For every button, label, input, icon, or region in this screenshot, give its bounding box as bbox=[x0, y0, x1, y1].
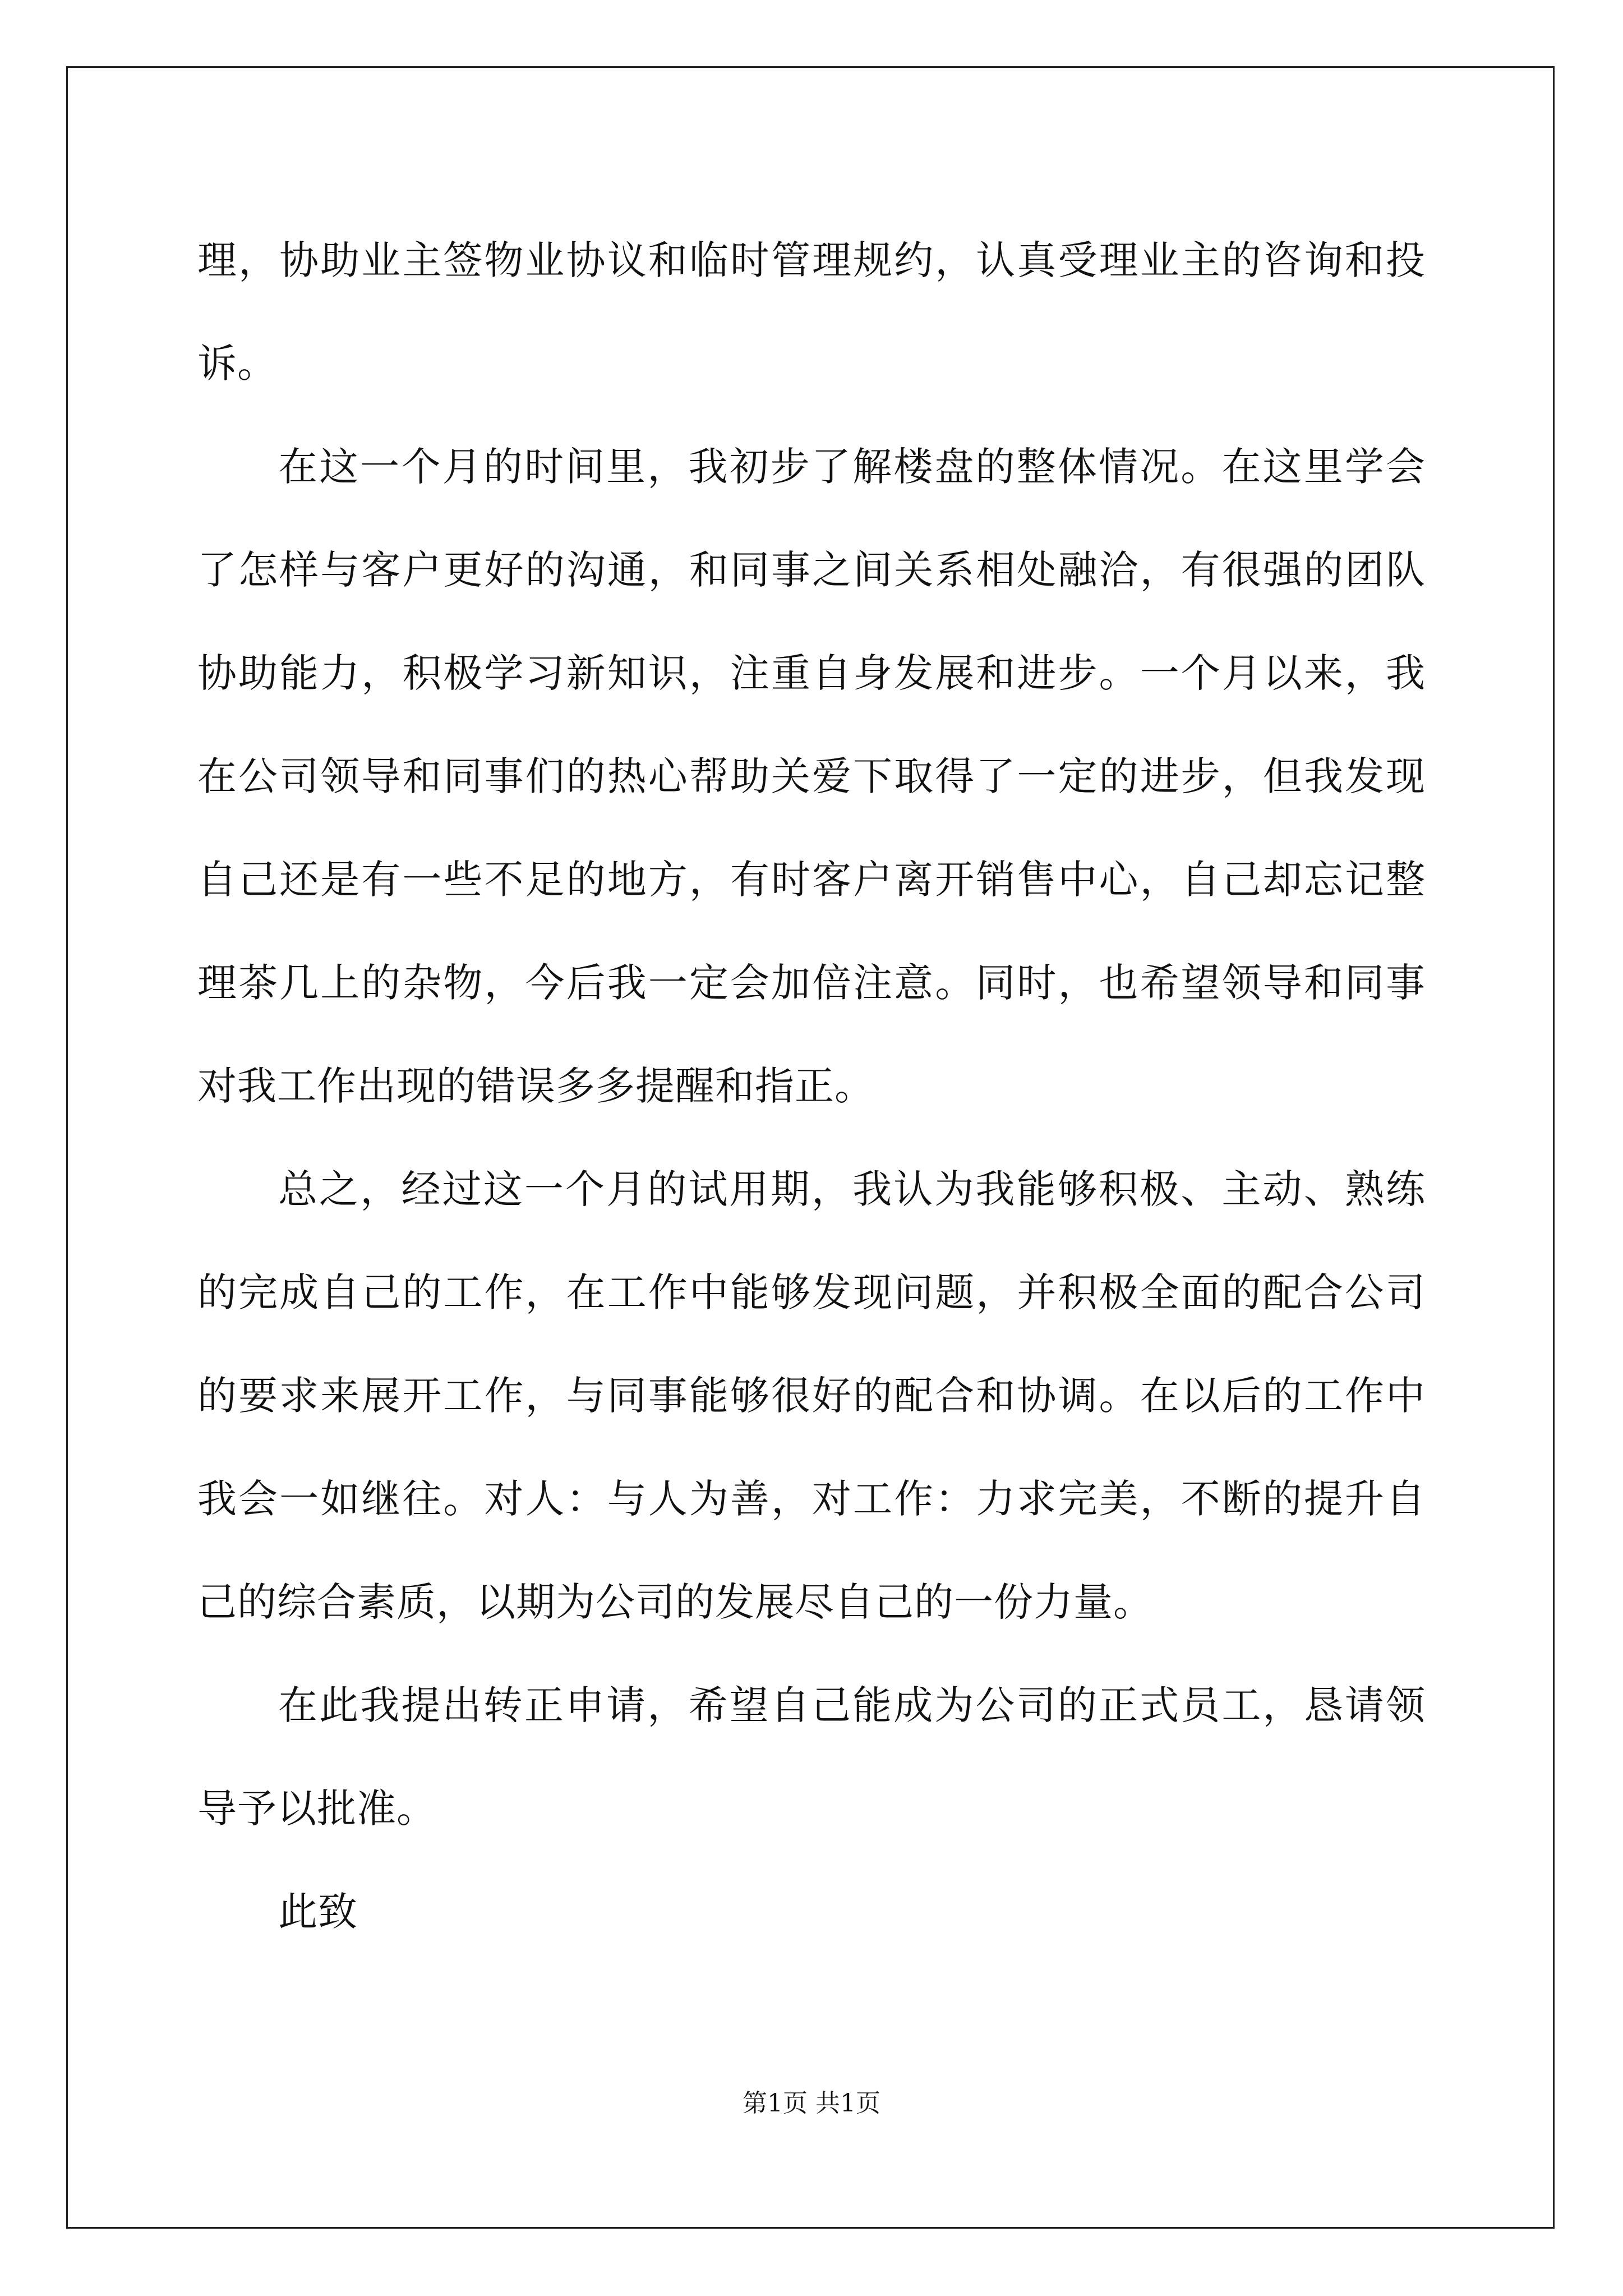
paragraph-continuation: 理，协助业主签物业协议和临时管理规约，认真受理业主的咨询和投诉。 bbox=[197, 237, 1426, 386]
paragraph-summary: 总之，经过这一个月的试用期，我认为我能够积极、主动、熟练的完成自己的工作，在工作中能够发现问题，并积极全面的配合公司的要求来展开工作，与同事能够很好的配合和协调。在以后的工作中我会一如继往。对人：与人为善，对工作：力求完美，不断的提升自己的综合素质，以期为公司的发展尽自己的一份力量。 bbox=[197, 1166, 1426, 1625]
paragraph-first-month-review: 在这一个月的时间里，我初步了解楼盘的整体情况。在这里学会了怎样与客户更好的沟通，和同事之间关系相处融洽，有很强的团队协助能力，积极学习新知识，注重自身发展和进步。一个月以来，我在公司领导和同事们的热心帮助关爱下取得了一定的进步，但我发现自己还是有一些不足的地方，有时客户离开销售中心，自己却忘记整理茶几上的杂物，今后我一定会加倍注意。同时，也希望领导和同事对我工作出现的错误多多提醒和指正。 bbox=[197, 444, 1426, 1109]
page-number-footer: 第1页 共1页 bbox=[743, 2089, 880, 2118]
document-body bbox=[197, 209, 1426, 1963]
paragraph-closing: 此致 bbox=[278, 1889, 358, 1935]
paragraph-application-request: 在此我提出转正申请，希望自己能成为公司的正式员工，恳请领导予以批准。 bbox=[197, 1682, 1426, 1832]
